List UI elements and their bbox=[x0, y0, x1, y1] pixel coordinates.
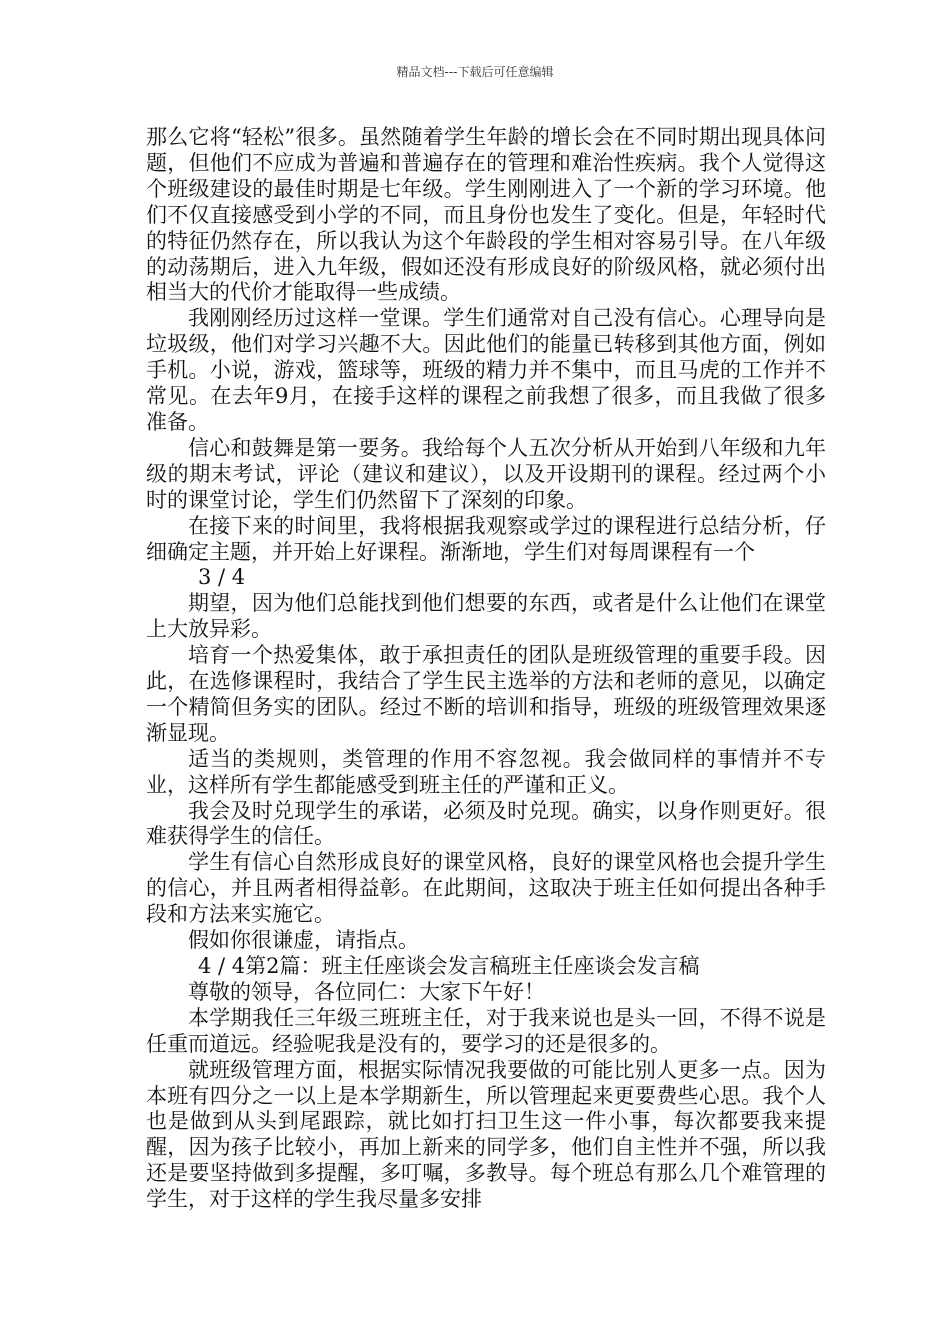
paragraph-1: 那么它将“轻松”很多。虽然随着学生年龄的增长会在不同时期出现具体问题，但他们不应成为普遍和普遍存在的管理和难治性疾病。我个人觉得这个班级建设的最佳时期是七年级。学生刚刚进入了一个新的学习环境。他们不仅直接感受到小学的不同，而且身份也发生了变化。但是，年轻时代的特征仍然存在，所以我认为这个年龄段的学生相对容易引导。在八年级的动荡期后，进入九年级，假如还没有形成良好的阶级风格，就必须付出相当大的代价才能取得一些成绩。 bbox=[146, 125, 826, 305]
paragraph-11: 本学期我任三年级三班班主任，对于我来说也是头一回，不得不说是任重而道远。经验呢我是没有的，要学习的还是很多的。 bbox=[146, 1005, 826, 1056]
paragraph-6: 培育一个热爱集体，敢于承担责任的团队是班级管理的重要手段。因此，在选修课程时，我结合了学生民主选举的方法和老师的意见，以确定一个精简但务实的团队。经过不断的培训和指导，班级的班级管理效果逐渐显现。 bbox=[146, 643, 826, 745]
page-number-3: 3 / 4 bbox=[198, 565, 246, 590]
paragraph-10: 假如你很谦虚，请指点。 bbox=[188, 928, 419, 953]
paragraph-5: 期望，因为他们总能找到他们想要的东西，或者是什么让他们在课堂上大放异彩。 bbox=[146, 591, 826, 642]
section-heading: 4 / 4第2篇：班主任座谈会发言稿班主任座谈会发言稿 bbox=[198, 954, 700, 978]
paragraph-8: 我会及时兑现学生的承诺，必须及时兑现。确实，以身作则更好。很难获得学生的信任。 bbox=[146, 798, 826, 849]
document-body bbox=[146, 125, 826, 1213]
paragraph-12: 就班级管理方面，根据实际情况我要做的可能比别人更多一点。因为本班有四分之一以上是本学期新生，所以管理起来更要费些心思。我个人也是做到从头到尾跟踪，就比如打扫卫生这一件小事，每次都要我来提醒，因为孩子比较小，再加上新来的同学多，他们自主性并不强，所以我还是要坚持做到多提醒，多叮嘱，多教导。每个班总有那么几个难管理的学生，对于这样的学生我尽量多安排 bbox=[146, 1057, 826, 1212]
paragraph-2: 我刚刚经历过这样一堂课。学生们通常对自己没有信心。心理导向是垃圾级，他们对学习兴趣不大。因此他们的能量已转移到其他方面，例如手机。小说，游戏，篮球等，班级的精力并不集中，而且马虎的工作并不常见。在去年9月，在接手这样的课程之前我想了很多，而且我做了很多准备。 bbox=[146, 306, 826, 434]
paragraph-7: 适当的类规则，类管理的作用不容忽视。我会做同样的事情并不专业，这样所有学生都能感受到班主任的严谨和正义。 bbox=[146, 746, 826, 797]
paragraph-9: 学生有信心自然形成良好的课堂风格，良好的课堂风格也会提升学生的信心，并且两者相得益彰。在此期间，这取决于班主任如何提出各种手段和方法来实施它。 bbox=[146, 850, 826, 927]
paragraph-4: 在接下来的时间里，我将根据我观察或学过的课程进行总结分析，仔细确定主题，并开始上好课程。渐渐地，学生们对每周课程有一个 bbox=[146, 513, 826, 564]
greeting: 尊敬的领导，各位同仁：大家下午好！ bbox=[188, 979, 545, 1004]
page-header: 精品文档---下载后可任意编辑 bbox=[396, 65, 554, 79]
paragraph-3: 信心和鼓舞是第一要务。我给每个人五次分析从开始到八年级和九年级的期末考试，评论（建议和建议），以及开设期刊的课程。经过两个小时的课堂讨论，学生们仍然留下了深刻的印象。 bbox=[146, 435, 826, 512]
